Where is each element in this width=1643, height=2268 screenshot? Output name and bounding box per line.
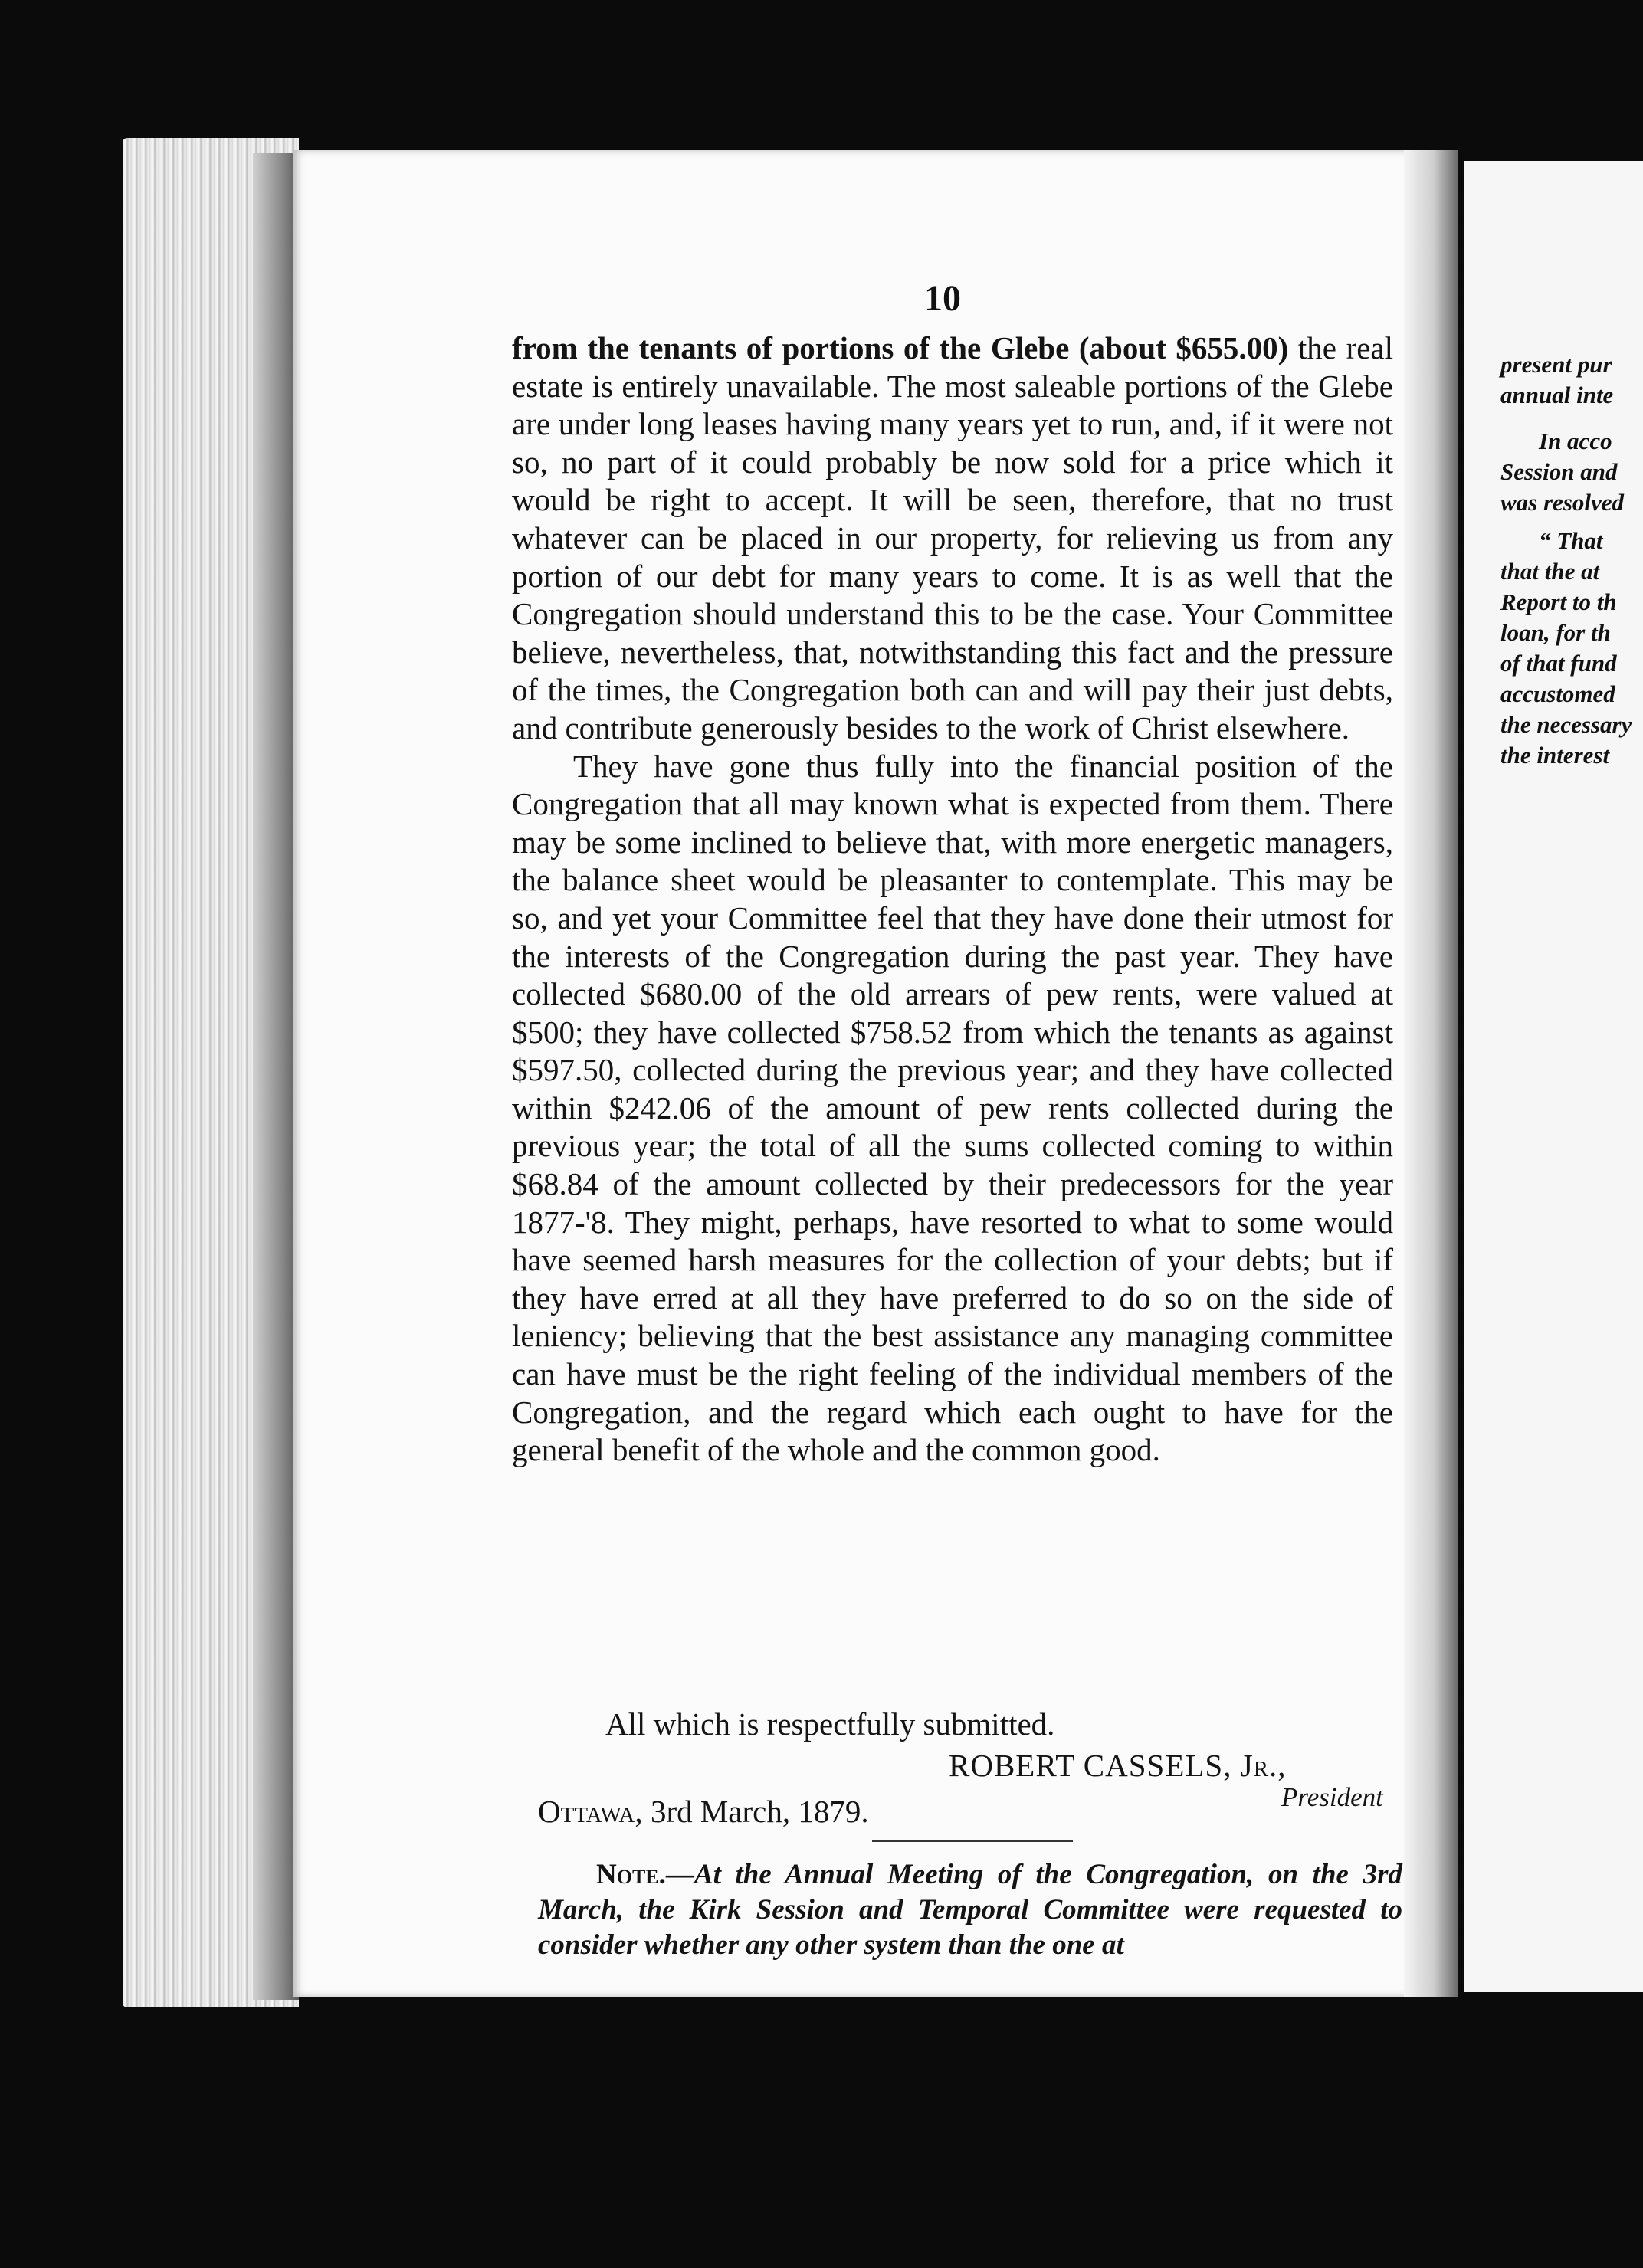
page-gutter — [1404, 150, 1458, 1997]
facing-page-line: loan, for th — [1500, 619, 1611, 646]
facing-page-line: that the at — [1500, 558, 1600, 585]
facing-page-line: Session and — [1500, 458, 1618, 485]
page-number: 10 — [924, 278, 961, 319]
facing-page-line: the necessary — [1500, 711, 1632, 738]
report-body — [512, 329, 1393, 1470]
facing-page-line: of that fund — [1500, 650, 1617, 677]
paragraph-continuation: the real estate is entirely unavailable. The most saleable portions of the Glebe are under long leases having many years yet to run, and, if it were not so, no part of it could probably be now sold for a price which it would be right to accept. It will be seen, therefore, that no trust whatever can be placed in our property, for relieving us from any portion of our debt for many years to come. It is as well that the Congregation should understand this to be the case. Your Committee believe, nevertheless, that, notwithstanding this fact and the pressure of the times, the Congregation both can and will pay their just debts, and contribute generously besides to the work of Christ elsewhere. — [512, 330, 1394, 746]
facing-page-line: present pur — [1500, 351, 1612, 378]
signature — [949, 1747, 1287, 1784]
date: 3rd March, 1879. — [650, 1794, 869, 1829]
closing-line: All which is respectfully submitted. — [605, 1706, 1055, 1742]
note-text: At the Annual Meeting of the Congregation, on the 3rd March, the Kirk Session and Temporal Committee were requested to consider whether any other system than the one at — [538, 1859, 1402, 1961]
paragraph-financial-position — [512, 329, 1393, 748]
facing-page-line: was resolved — [1500, 489, 1625, 516]
facing-page-line: Report to th — [1500, 588, 1617, 615]
facing-page-line: accustomed — [1500, 680, 1615, 707]
footnote — [538, 1857, 1402, 1963]
place-date — [538, 1793, 869, 1830]
facing-page-line: “ That — [1539, 527, 1603, 554]
facing-page-line: annual inte — [1500, 382, 1614, 408]
paragraph-collections: They have gone thus fully into the financial position of the Congregation that all may known what is expected from them. There may be some inclined to believe that, with more energetic managers, the balance sheet would be pleasanter to contemplate. This may be so, and yet your Committee feel that they have done their utmost for the interests of the Congregation during the past year. They have collected $680.00 of the old arrears of pew rents, were valued at $500; they have collected $758.52 from which the tenants as against $597.50, collected during the previous year; and they have collected within $242.06 of the amount of pew rents collected during the previous year; the total of all the sums collected coming to within $68.84 of the amount collected by their predecessors for the year 1877-'8. They might, perhaps, have resorted to what to some would have seemed harsh measures for the collection of your debts; but if they have erred at all they have preferred to do so on the side of leniency; believing that the best assistance any managing committee can have must be the right feeling of the individual members of the Congregation, and the regard which each ought to have for the general benefit of the whole and the common good. — [512, 748, 1393, 1468]
signature-title: President — [1281, 1782, 1383, 1812]
note-label: Note.— — [596, 1859, 694, 1890]
place: Ottawa, — [538, 1794, 643, 1829]
paragraph-opening-line: from the tenants of portions of the Glebe (about $655.00) — [512, 330, 1289, 365]
facing-page-line: the interest — [1500, 742, 1610, 769]
facing-page-line: In acco — [1539, 428, 1612, 454]
signature-suffix: Jr., — [1240, 1748, 1287, 1783]
divider-rule — [872, 1840, 1073, 1842]
facing-page — [1464, 161, 1643, 1992]
page-edges-shadow — [253, 153, 299, 2000]
signature-name: ROBERT CASSELS, — [949, 1748, 1232, 1783]
